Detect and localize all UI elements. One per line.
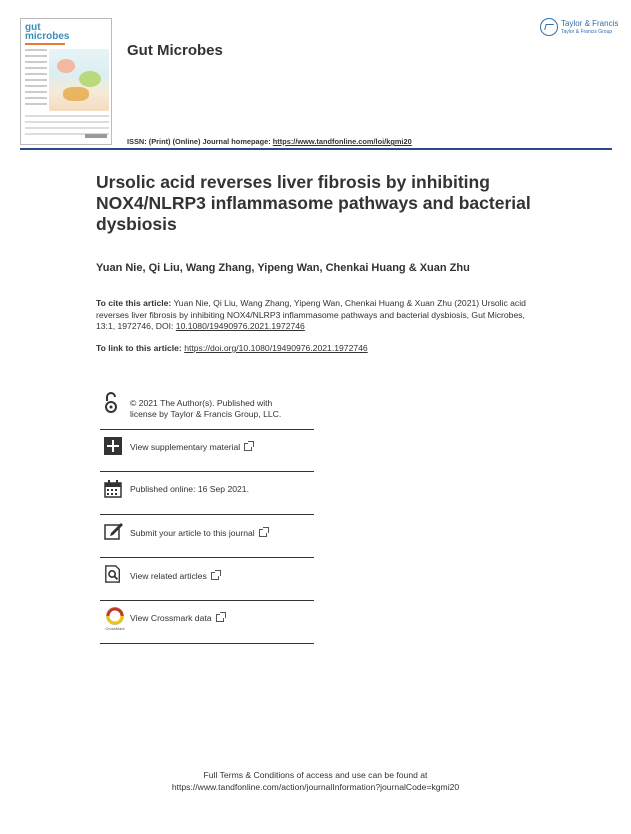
cite-label: To cite this article: (96, 298, 172, 308)
footer-terms-link[interactable]: https://www.tandfonline.com/action/journalInformation?journalCode=kgmi20 (171, 782, 460, 792)
edit-icon (104, 522, 124, 540)
cover-publisher-mark (85, 134, 107, 138)
related-articles-link[interactable]: View related articles (130, 571, 219, 582)
citation-block (96, 298, 541, 333)
header-divider (20, 148, 612, 150)
journal-homepage-link[interactable]: https://www.tandfonline.com/loi/kgmi20 (272, 137, 412, 146)
article-title: Ursolic acid reverses liver fibrosis by inhibiting NOX4/NLRP3 inflammasome pathways and bacterial dysbiosis (96, 172, 531, 234)
publisher-name: Taylor & Francis (561, 19, 619, 28)
info-divider (100, 471, 314, 472)
info-divider (100, 557, 314, 558)
cover-subtitle-bar (25, 43, 65, 45)
link-label: To link to this article: (96, 343, 185, 353)
crossmark-icon (104, 607, 126, 631)
cover-logo: gut microbes (25, 22, 70, 42)
journal-cover-thumbnail (20, 18, 112, 145)
issn-text: ISSN: (Print) (Online) Journal homepage: (127, 137, 273, 146)
cover-illustration (49, 49, 109, 111)
published-online-date: Published online: 16 Sep 2021. (130, 484, 249, 494)
external-link-icon (244, 443, 252, 451)
info-divider (100, 514, 314, 515)
footer-terms (0, 769, 631, 793)
crossmark-data-link[interactable]: View Crossmark data (130, 613, 224, 624)
external-link-icon (216, 614, 224, 622)
info-divider (100, 600, 314, 601)
add-document-icon (104, 437, 122, 455)
article-link-line (96, 343, 368, 353)
cover-toc-lines (25, 49, 47, 109)
info-divider (100, 643, 314, 644)
license-text: © 2021 The Author(s). Published with license by Taylor & Francis Group, LLC. (130, 398, 282, 419)
article-doi-url-link[interactable]: https://doi.org/10.1080/19490976.2021.1972746 (184, 343, 368, 353)
svg-text:CrossMark: CrossMark (105, 626, 125, 631)
publisher-group: Taylor & Francis Group (561, 29, 613, 35)
submit-article-link[interactable]: Submit your article to this journal (130, 528, 267, 539)
external-link-icon (211, 572, 219, 580)
issn-line (127, 137, 412, 146)
publisher-logo[interactable] (540, 18, 620, 38)
supplementary-material-link[interactable]: View supplementary material (130, 442, 252, 453)
open-access-icon (104, 392, 118, 414)
journal-name: Gut Microbes (127, 42, 223, 59)
cite-text: Yuan Nie, Qi Liu, Wang Zhang, Yipeng Wan, Chenkai Huang & Xuan Zhu (2021) Ursolic acid reverses liver fibrosis by inhibiting NOX4/NLRP3 inflammasome pathways and bacterial dysbiosis, Gut Microbes, 13:1, 1972746, DOI: (96, 298, 526, 331)
article-authors: Yuan Nie, Qi Liu, Wang Zhang, Yipeng Wan, Chenkai Huang & Xuan Zhu (96, 262, 470, 274)
footer-terms-text: Full Terms & Conditions of access and use can be found at (203, 770, 428, 780)
external-link-icon (259, 529, 267, 537)
calendar-icon (104, 480, 122, 498)
doi-link[interactable]: 10.1080/19490976.2021.1972746 (175, 321, 305, 331)
info-divider (100, 429, 314, 430)
taylor-francis-icon (540, 18, 558, 36)
search-document-icon (104, 565, 122, 583)
